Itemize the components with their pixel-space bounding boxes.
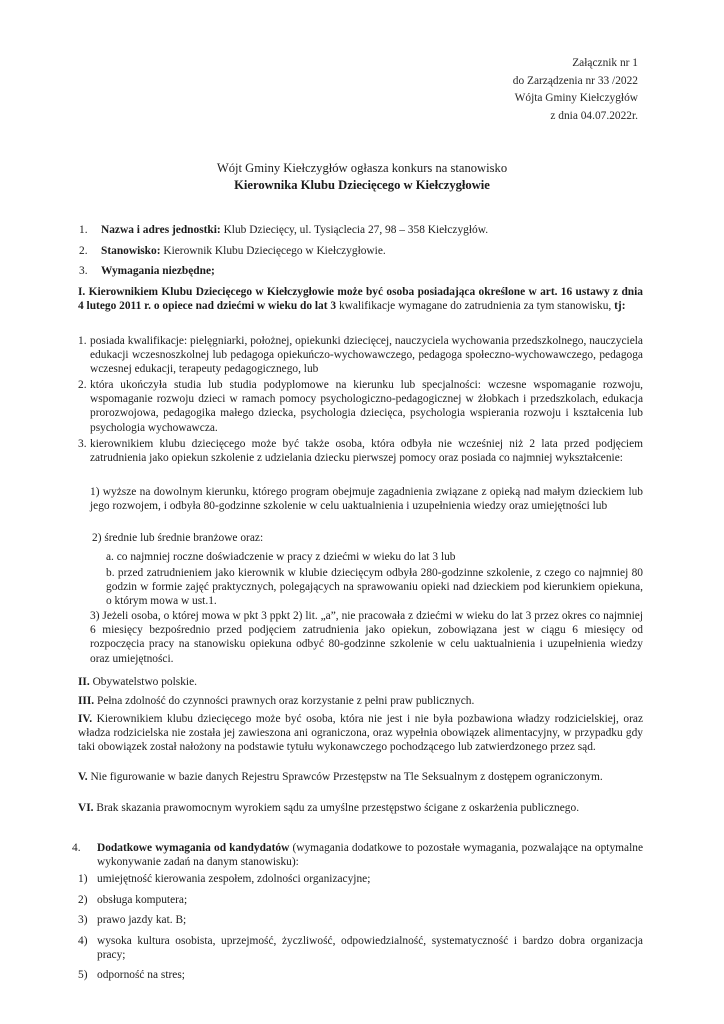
requirement-5-text: Nie figurowanie w bazie danych Rejestru Sprawców Przestępstw na Tle Seksualnym z dostępem ograniczonym. xyxy=(87,771,603,783)
education-2b: b. przed zatrudnieniem jako kierownik w klubie dziecięcym odbyła 280-godzinne szkolenie, z czego co najmniej 80 godzin w formie zajęć praktycznych, polegających na sprawowaniu opieki nad dzieckiem pod kierunkiem opiekuna, o którym mowa w ust.1. xyxy=(106,567,643,607)
section-3-label: Wymagania niezbędne; xyxy=(101,265,215,277)
extra-item-3: prawo jazdy kat. B; xyxy=(97,914,187,926)
requirement-1-tj: tj: xyxy=(611,300,626,313)
annex-line-2: do Zarządzenia nr 33 /2022 xyxy=(512,74,638,87)
education-2a: a. co najmniej roczne doświadczenie w pracy z dziećmi w wieku do lat 3 lub xyxy=(106,551,456,563)
title-line-2: Kierownika Klubu Dziecięcego w Kiełczygłowie xyxy=(234,178,490,192)
section-1-label: Nazwa i adres jednostki: xyxy=(101,224,221,236)
requirement-4-number: IV. xyxy=(78,713,93,725)
extra-item-4: wysoka kultura osobista, uprzejmość, życzliwość, odpowiedzialność, systematyczność i bardzo dobra organizacja pracy; xyxy=(97,935,643,962)
requirement-6-number: VI. xyxy=(78,802,94,814)
section-4 xyxy=(97,841,643,869)
education-3: 3) Jeżeli osoba, o której mowa w pkt 3 ppkt 2) lit. „a”, nie pracowała z dziećmi w wieku do lat 3 przez okres co najmniej 6 miesięcy bezpośrednio przed podjęciem zatrudnienia jako opiekun, zobowiązana jest w ciągu 6 miesięcy od rozpoczęcia pracy na stanowisku opiekuna odbyć 80-godzinne szkolenie w celu uaktualnienia i uzupełnienia wiedzy oraz umiejętności. xyxy=(90,610,643,665)
requirement-4-text: Kierownikiem klubu dziecięcego może być osoba, która nie jest i nie była pozbawiona władzy rodzicielskiej, oraz władza rodzicielska nie została jej zawieszona ani ograniczona, oraz wypełnia obowiązek alimentacyjny, w przypadku gdy taki obowiązek został nałożony na podstawie tytułu wykonawczego pochodzącego lub zatwierdzonego przez sąd. xyxy=(78,713,643,754)
section-4-number: 4. xyxy=(72,842,81,854)
section-1-number: 1. xyxy=(79,224,88,236)
section-1-text: Klub Dziecięcy, ul. Tysiąclecia 27, 98 – 358 Kiełczygłów. xyxy=(220,224,489,236)
req1-item-3 xyxy=(90,437,643,465)
section-3-number: 3. xyxy=(79,265,88,277)
req1-item-1-number: 1. xyxy=(78,335,87,347)
extra-item-2: obsługa komputera; xyxy=(97,894,188,906)
req1-item-2-number: 2. xyxy=(78,379,87,391)
section-2-number: 2. xyxy=(79,245,88,257)
req1-item-3-number: 3. xyxy=(78,438,87,450)
requirement-2-text: Obywatelstwo polskie. xyxy=(89,676,197,688)
requirement-6-text: Brak skazania prawomocnym wyrokiem sądu za umyślne przestępstwo ścigane z oskarżenia publicznego. xyxy=(93,802,580,814)
req1-item-2-text: która ukończyła studia lub studia podyplomowe na kierunku lub specjalności: wczesne wspomaganie rozwoju, wspomaganie rozwoju dzieci w ramach pomocy psychologiczno-pedagogicznej w żłobkach i przedszkolach, edukacja prorozwojowa, pedagogika małego dziecka, psychologia dziecięca, psychologia wspierania rozwoju i kształcenia lub psychologia wychowawcza. xyxy=(90,379,643,434)
annex-line-3: Wójta Gminy Kiełczygłów xyxy=(514,92,638,104)
extra-item-5-number: 5) xyxy=(78,969,88,981)
requirement-1-text: kwalifikacje wymagane do zatrudnienia za tym stanowisku, xyxy=(336,300,612,313)
req1-item-3-text: kierownikiem klubu dziecięcego może być także osoba, która odbyła nie wcześniej niż 2 lata przed podjęciem zatrudnienia jako opiekun szkolenie z udzielania dziecku pierwszej pomocy oraz posiada co najmniej wykształcenie: xyxy=(90,438,643,465)
extra-item-3-number: 3) xyxy=(78,914,88,926)
extra-item-4-number: 4) xyxy=(78,935,88,947)
annex-line-4: z dnia 04.07.2022r. xyxy=(550,109,638,122)
requirement-1-bold: Kierownikiem Klubu Dziecięcego w Kiełczygłowie może być osoba posiadająca określone w art. 16 ustawy z dnia 4 lutego 2011 r. o opiece nad dziećmi w wieku do lat 3 xyxy=(78,286,643,313)
document-title xyxy=(0,160,724,194)
requirement-2 xyxy=(78,675,643,689)
req1-item-1 xyxy=(90,334,643,377)
requirement-2-number: II. xyxy=(78,676,90,688)
req1-item-2 xyxy=(90,378,643,435)
requirement-4 xyxy=(78,712,643,755)
requirement-1 xyxy=(78,285,643,313)
extra-item-1-number: 1) xyxy=(78,873,88,885)
requirement-3-number: III. xyxy=(78,695,95,707)
requirement-5-number: V. xyxy=(78,771,88,783)
requirement-6 xyxy=(78,801,643,815)
requirement-5 xyxy=(78,770,643,784)
requirement-3 xyxy=(78,694,643,708)
annex-line-1: Załącznik nr 1 xyxy=(572,57,638,69)
education-1: 1) wyższe na dowolnym kierunku, którego program obejmuje zagadnienia związane z opieką nad małym dzieckiem lub jego rozwojem, i odbyła 80-godzinne szkolenie w celu uaktualnienia i uzupełnienia wiedzy oraz umiejętności lub xyxy=(90,486,643,512)
req1-item-1-text: posiada kwalifikacje: pielęgniarki, położnej, opiekunki dziecięcej, nauczyciela wychowania przedszkolnego, nauczyciela edukacji wczesnoszkolnej lub pedagoga opiekuńczo-wychowawczego, pedagoga społeczno-wychowawczego, pedagoga wczesnej edukacji, terapeuty pedagogicznego, lub xyxy=(90,335,643,376)
section-2-text: Kierownik Klubu Dziecięcego w Kiełczygłowie. xyxy=(160,245,386,257)
requirement-1-number: I. xyxy=(78,286,86,298)
annex-header xyxy=(513,55,638,125)
requirement-3-text: Pełna zdolność do czynności prawnych oraz korzystanie z pełni praw publicznych. xyxy=(94,695,475,707)
section-2-label: Stanowisko: xyxy=(101,245,161,257)
education-2: 2) średnie lub średnie branżowe oraz: xyxy=(92,532,264,544)
section-1 xyxy=(101,223,641,237)
section-3 xyxy=(101,264,641,278)
section-2 xyxy=(101,244,641,258)
extra-item-2-number: 2) xyxy=(78,894,88,906)
extra-item-1: umiejętność kierowania zespołem, zdolności organizacyjne; xyxy=(97,873,371,885)
section-4-text: (wymagania dodatkowe to pozostałe wymagania, pozwalające na optymalne wykonywanie zadań na danym stanowisku): xyxy=(97,842,643,869)
extra-item-5: odporność na stres; xyxy=(97,969,185,981)
section-4-label: Dodatkowe wymagania od kandydatów xyxy=(97,842,290,854)
title-line-1: Wójt Gminy Kiełczygłów ogłasza konkurs na stanowisko xyxy=(216,161,508,175)
